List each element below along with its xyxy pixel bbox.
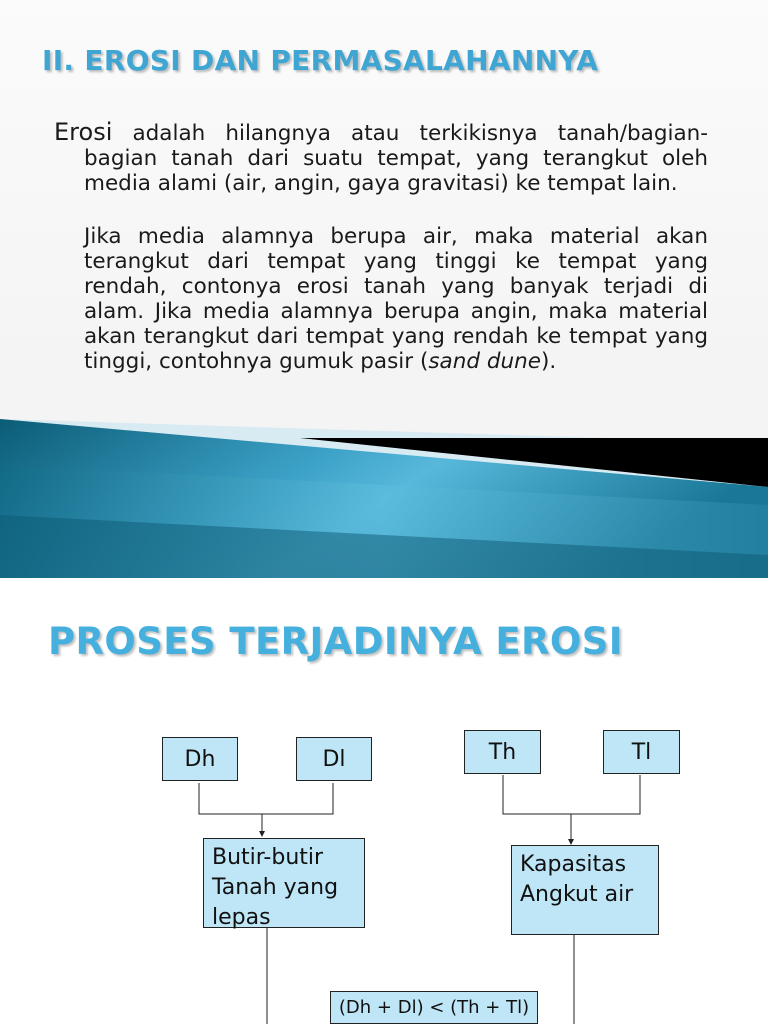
box-tl-label: Tl (631, 739, 652, 765)
box-tl (603, 730, 680, 774)
connector-dh-dl (199, 783, 333, 814)
box-kapasitas-angkut: Kapasitas Angkut air (511, 845, 659, 935)
box-formula (330, 991, 538, 1024)
box-th (464, 730, 541, 774)
term-erosi: Erosi (54, 118, 113, 146)
definition-text: adalah hilangnya atau terkikisnya tanah/bagian-bagian tanah dari suatu tempat, yang terangkut oleh media alami (air, angin, gaya gravitasi) ke tempat lain. (84, 121, 708, 196)
explanation-paragraph (84, 224, 708, 374)
box-dl (296, 737, 372, 781)
slide-title: II. EROSI DAN PERMASALAHANNYA (42, 44, 599, 77)
sand-dune-term: sand dune (428, 349, 541, 374)
explanation-text: Jika media alamnya berupa air, maka material akan terangkut dari tempat yang tinggi ke tempat yang rendah, contonya erosi tanah yang banyak terjadi di alam. Jika media alamnya berupa angin, maka material akan terangkut dari tempat yang rendah ke tempat yang tinggi, contohnya gumuk pasir ( (84, 224, 708, 374)
box-dl-label: Dl (322, 746, 346, 772)
explanation-end: ). (540, 349, 557, 374)
definition-paragraph (54, 118, 708, 196)
decorative-wave-band (0, 405, 768, 578)
slide-title: PROSES TERJADINYA EROSI (48, 620, 623, 663)
box-butir-tanah: Butir-butir Tanah yang lepas (203, 838, 365, 928)
box-dh-label: Dh (184, 746, 216, 772)
slide-erosion-process (0, 578, 768, 1024)
formula-text: (Dh + Dl) < (Th + Tl) (338, 997, 530, 1018)
box-dh (162, 737, 238, 781)
box-th-label: Th (488, 739, 517, 765)
connector-th-tl (503, 775, 640, 814)
